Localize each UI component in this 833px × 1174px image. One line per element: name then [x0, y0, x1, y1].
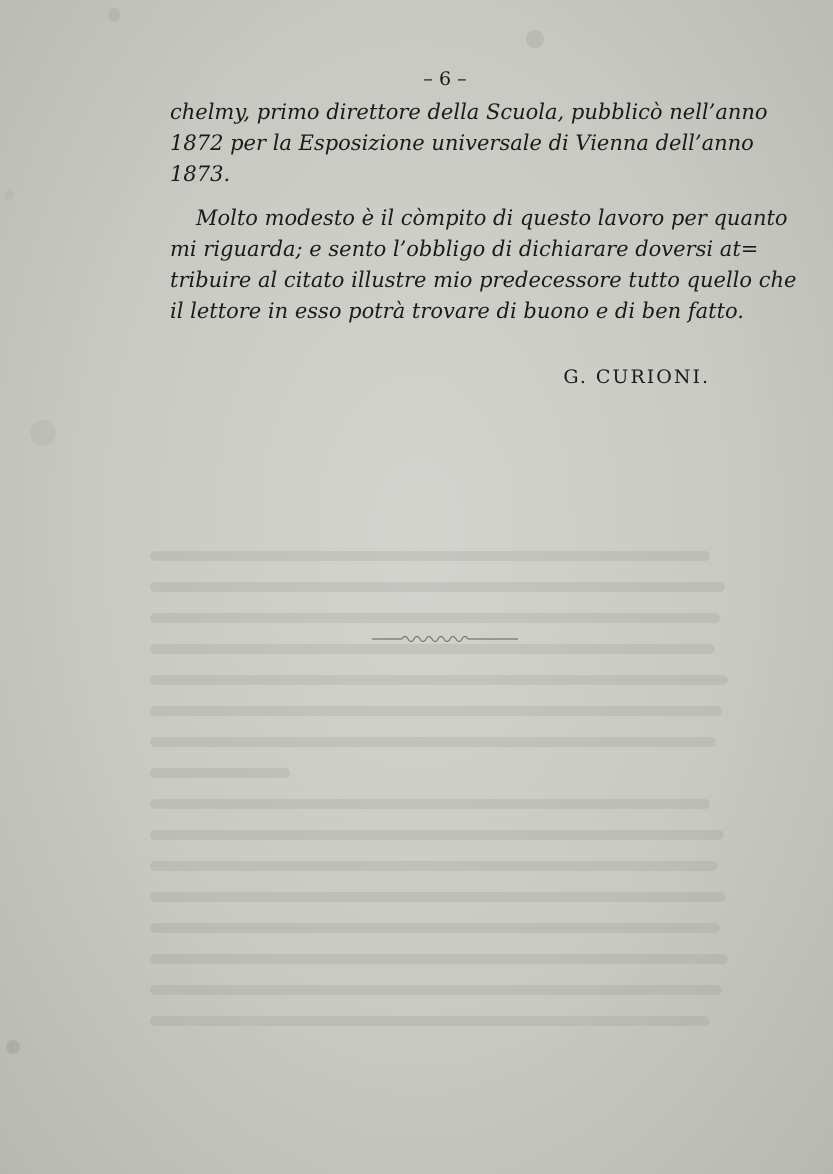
body-text [170, 97, 797, 327]
paper-stain [6, 1040, 20, 1054]
paper-stain [526, 30, 544, 48]
paper-stain [30, 420, 56, 446]
paper-stain [4, 190, 14, 200]
page-number: – 6 – [423, 68, 467, 90]
author-signature: G. CURIONI. [563, 366, 710, 388]
text-line: 1873. [170, 162, 231, 186]
text-line: Molto modesto è il còmpito di questo lavoro per quanto [196, 206, 788, 230]
text-line: 1872 per la Esposizione universale di Vienna dell’anno [170, 131, 754, 155]
text-line: mi riguarda; e sento l’obbligo di dichiarare doversi at= [170, 237, 759, 261]
text-line: chelmy, primo direttore della Scuola, pubblicò nell’anno [170, 100, 768, 124]
text-line: il lettore in esso potrà trovare di buono e di ben fatto. [170, 299, 744, 323]
show-through-text [150, 540, 730, 1040]
ornament-rule [372, 634, 518, 644]
text-line: tribuire al citato illustre mio predecessore tutto quello che [170, 268, 797, 292]
paper-stain [108, 8, 120, 22]
